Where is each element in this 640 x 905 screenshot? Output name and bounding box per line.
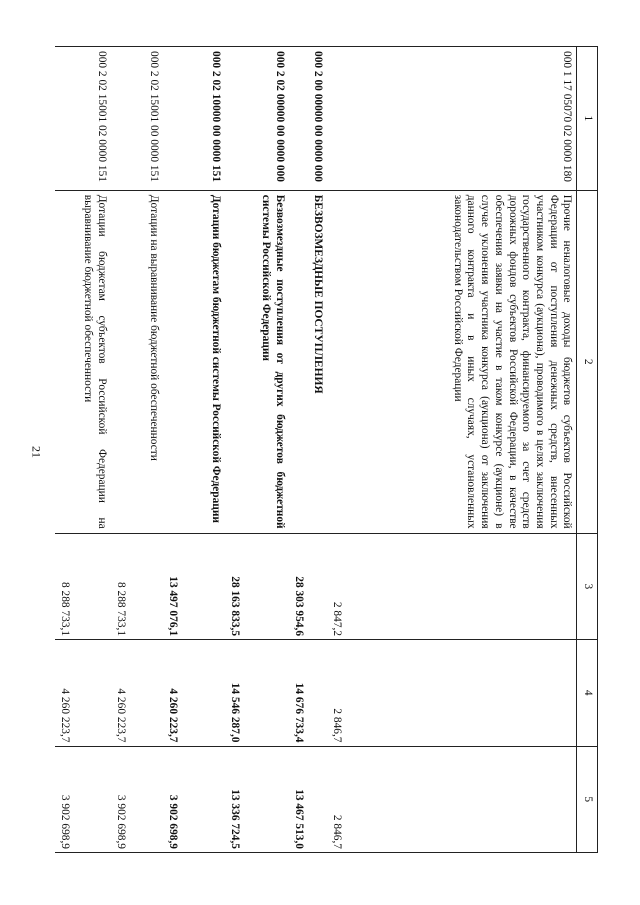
income-name-cell: Дотации на выравнивание бюджетной обеспеченности <box>111 190 163 533</box>
value-2020-cell: 4 260 223,7 <box>111 640 163 746</box>
value-2020-cell: 14 676 733,4 <box>289 640 327 746</box>
budget-code-cell: 000 2 02 15001 02 0000 151 <box>55 47 111 191</box>
value-2019-cell: 8 288 733,1 <box>55 533 111 639</box>
table-row <box>55 47 111 853</box>
income-name-cell: Безвозмездные поступления от других бюджетов бюджетной системы Российской Федерации <box>225 190 289 533</box>
budget-code-cell: 000 2 02 10000 00 0000 151 <box>163 47 225 191</box>
income-name-cell: БЕЗВОЗМЕЗДНЫЕ ПОСТУПЛЕНИЯ <box>289 190 327 533</box>
value-2019-cell: 28 303 954,6 <box>289 533 327 639</box>
budget-code-cell: 000 2 02 15001 00 0000 151 <box>111 47 163 191</box>
value-2019-cell: 8 288 733,1 <box>111 533 163 639</box>
table-body <box>55 47 577 853</box>
page-number: 21 <box>29 446 44 458</box>
table-row <box>289 47 327 853</box>
table-row <box>327 47 577 853</box>
income-name-cell: Прочие неналоговые доходы бюджетов субъектов Российской Федерации от поступления денежных средств, внесенных участником конкурса (аукциона), проводимого в целях заключения государственного контракта, финансируемого за счет средств дорожных фондов субъектов Российской Федерации, в качестве обеспечения заявки на участие в таком конкурсе (аукционе) в случае уклонения участника конкурса (аукциона) от заключения данного контракта и в иных случаях, установленных законодательством Российской Федерации <box>327 190 577 533</box>
column-header-1: 1 <box>577 47 598 191</box>
value-2020-cell: 14 546 287,0 <box>225 640 289 746</box>
value-2021-cell: 3 902 698,9 <box>111 746 163 853</box>
budget-table <box>55 46 598 853</box>
column-header-5: 5 <box>577 746 598 853</box>
rotated-table-container <box>59 46 598 853</box>
value-2021-cell: 3 902 698,9 <box>163 746 225 853</box>
budget-code-cell: 000 2 00 00000 00 0000 000 <box>289 47 327 191</box>
value-2021-cell: 2 846,7 <box>327 746 577 853</box>
column-header-4: 4 <box>577 640 598 746</box>
value-2020-cell: 2 846,7 <box>327 640 577 746</box>
budget-code-cell: 000 1 17 05070 02 0000 180 <box>327 47 577 191</box>
table-row <box>163 47 225 853</box>
value-2021-cell: 3 902 698,9 <box>55 746 111 853</box>
value-2020-cell: 4 260 223,7 <box>163 640 225 746</box>
column-header-2: 2 <box>577 190 598 533</box>
column-header-3: 3 <box>577 533 598 639</box>
value-2019-cell: 28 163 833,5 <box>225 533 289 639</box>
budget-code-cell: 000 2 02 00000 00 0000 000 <box>225 47 289 191</box>
table-header-row <box>577 47 598 853</box>
income-name-cell: Дотации бюджетам субъектов Российской Федерации на выравнивание бюджетной обеспеченности <box>55 190 111 533</box>
value-2019-cell: 2 847,2 <box>327 533 577 639</box>
value-2019-cell: 13 497 076,1 <box>163 533 225 639</box>
value-2020-cell: 4 260 223,7 <box>55 640 111 746</box>
table-row <box>225 47 289 853</box>
value-2021-cell: 13 467 513,0 <box>289 746 327 853</box>
value-2021-cell: 13 336 724,5 <box>225 746 289 853</box>
income-name-cell: Дотации бюджетам бюджетной системы Российской Федерации <box>163 190 225 533</box>
table-row <box>111 47 163 853</box>
